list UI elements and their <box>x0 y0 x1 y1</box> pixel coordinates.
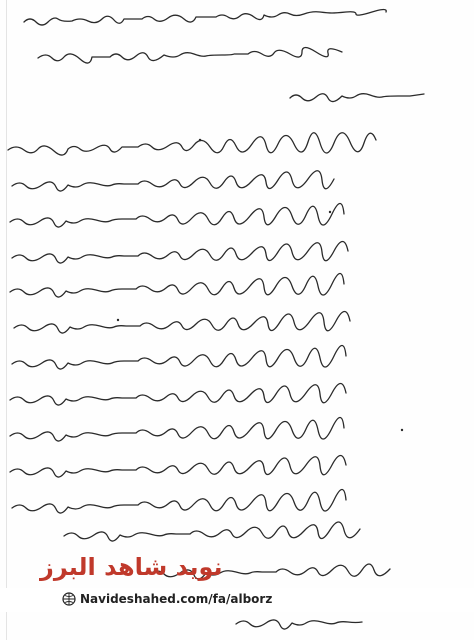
handwriting-line <box>10 384 346 406</box>
source-logo <box>40 548 223 586</box>
source-url[interactable]: Navideshahed.com/fa/alborz <box>80 592 273 606</box>
handwriting-line <box>12 346 346 370</box>
handwriting-line <box>290 94 424 102</box>
source-logo-text: نوید شاهد البرز <box>40 553 223 581</box>
handwriting-line <box>8 133 376 155</box>
handwriting-line <box>10 418 344 442</box>
handwriting-line <box>24 10 386 26</box>
handwriting-line <box>236 620 362 629</box>
handwriting-line <box>38 48 342 64</box>
globe-icon <box>62 592 76 606</box>
handwriting-line <box>10 274 344 298</box>
handwriting-line <box>12 171 334 191</box>
handwriting-line <box>10 456 346 478</box>
handwriting-line <box>12 490 346 514</box>
handwriting-line <box>12 242 348 264</box>
handwriting-line <box>64 522 360 541</box>
ink-dot <box>401 429 403 431</box>
ink-dot <box>329 211 331 213</box>
handwriting-line <box>14 312 350 334</box>
ink-dot <box>199 139 201 141</box>
ink-dot <box>117 319 119 321</box>
handwriting-line <box>10 204 344 228</box>
